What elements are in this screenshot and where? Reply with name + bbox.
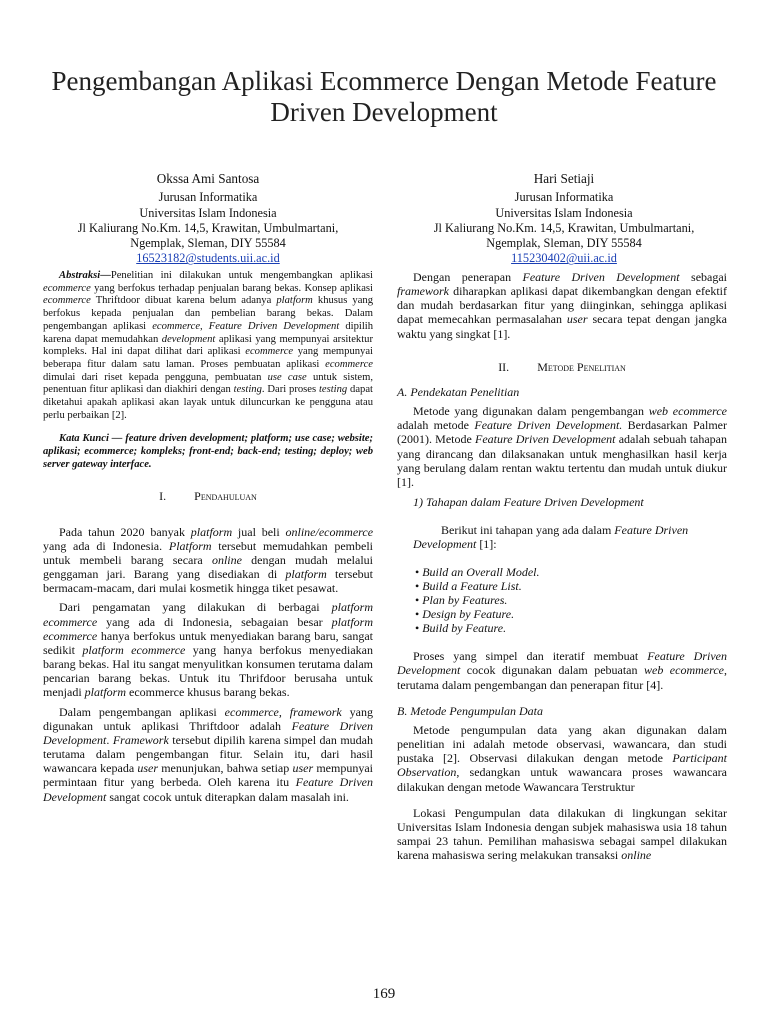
page-number: 169 xyxy=(372,986,396,1002)
section-heading: I. Pendahuluan xyxy=(159,488,257,503)
list-item: • Build an Overall Model. xyxy=(415,565,727,579)
body-paragraph: Berikut ini tahapan yang ada dalam Feature Driven Development [1]: xyxy=(413,523,689,552)
list-item: • Build a Feature List. xyxy=(415,579,727,593)
body-paragraph: Lokasi Pengumpulan data dilakukan di lingkungan sekitar Universitas Islam Indonesia dengan subjek mahasiswa usia 18 tahun sampai 23 tahun. Pemilihan mahasiswa sebagai sampel dilakukan karena mahasiswa sering melakukan transaksi online xyxy=(397,805,727,863)
steps-list xyxy=(397,565,727,636)
section-heading: II. Metode Penelitian xyxy=(498,359,626,374)
right-column xyxy=(397,270,727,862)
body-paragraph: Dalam pengembangan aplikasi ecommerce, framework yang digunakan untuk aplikasi Thriftdoor adalah Feature Driven Development. Framework tersebut dipilih karena simpel dan mudah terutama dalam pengembangan fitur. Selain itu, dari hasil wawancara kepada user menunjukan, bahwa setiap user mempunyai permintaan fitur yang berbeda. Oleh karena itu Feature Driven Development sangat cocok untuk diterapkan dalam masalah ini. xyxy=(43,704,374,804)
author-university: Universitas Islam Indonesia xyxy=(495,205,633,220)
body-paragraph: Metode yang digunakan dalam pengembangan web ecommerce adalah metode Feature Driven Development. Berdasarkan Palmer (2001). Metode Feature Driven Development adalah sebuah tahapan yang dirancang dan dilaksanakan untuk menghasilkan hasil kerja yang berulang dalam rentan waktu tertentu dan mudah untuk diukur [1]. xyxy=(397,404,728,489)
author-email-link[interactable]: 16523182@students.uii.ac.id xyxy=(136,251,280,266)
author-address: Ngemplak, Sleman, DIY 55584 xyxy=(486,236,642,251)
author-block-1 xyxy=(58,171,358,267)
author-address: Ngemplak, Sleman, DIY 55584 xyxy=(130,236,286,251)
author-block-2 xyxy=(414,171,714,267)
subsection-heading: B. Metode Pengumpulan Data xyxy=(397,703,543,718)
subsection-heading: A. Pendekatan Penelitian xyxy=(397,384,520,399)
body-paragraph: Proses yang simpel dan iteratif membuat Feature Driven Development cocok digunakan dalam pebuatan web ecommerce, terutama dalam pengembangan dan penerapan fitur [4]. xyxy=(397,649,727,692)
body-paragraph: Dari pengamatan yang dilakukan di berbagai platform ecommerce yang ada di Indonesia, sebagaian besar platform ecommerce hanya berfokus untuk menyediakan barang baru, sangat sedikit platform ecommerce yang hanya berfokus menyediakan barang bekas. Hal itu sangat menyulitkan konsumen terutama dalam pencarian barang bekas. Untuk itu Thrifdoor berusaha untuk menjadi platform ecommerce khusus barang bekas. xyxy=(43,600,373,700)
author-address: Jl Kaliurang No.Km. 14,5, Krawitan, Umbulmartani, xyxy=(77,220,339,235)
left-column xyxy=(43,270,373,804)
author-email-link[interactable]: 115230402@uii.ac.id xyxy=(511,251,617,266)
paper-title: Pengembangan Aplikasi Ecommerce Dengan Metode Feature Driven Development xyxy=(51,66,717,127)
abstract: Abstraksi—Penelitian ini dilakukan untuk mengembangkan aplikasi ecommerce yang berfokus terhadap penjualan barang bekas. Konsep aplikasi ecommerce Thriftdoor dibuat karena belum adanya platform khusus yang berfokus kepada penjualan dan pembelian barang bekas. Dalam pengembangan aplikasi ecommerce, Feature Driven Development dipilih karena dapat memudahkan development aplikasi yang mempunyai arsitektur kompleks. Hal ini dapat dilihat dari aplikasi ecommerce yang mempunyai beberapa fitur dalam satu laman. Proses pembuatan aplikasi ecommerce dimulai dari riset kepada pengguna, pembuatan use case untuk sistem, penentuan fitur aplikasi dan diakhiri dengan testing. Dari proses testing dapat diketahui apakah aplikasi akan layak untuk diluncurkan ke pengguna atau perlu perbaikan [2]. xyxy=(43,270,374,421)
author-dept: Jurusan Informatika xyxy=(158,190,258,205)
subsubsection-heading: 1) Tahapan dalam Feature Driven Development xyxy=(413,495,644,510)
author-dept: Jurusan Informatika xyxy=(514,190,614,205)
author-name: Hari Setiaji xyxy=(533,171,595,186)
body-paragraph: Pada tahun 2020 banyak platform jual beli online/ecommerce yang ada di Indonesia. Platform tersebut memudahkan pembeli untuk membeli barang secara online dengan mudah melalui genggaman jari. Barang yang disediakan di platform tersebut bermacam-macam, dari mulai kosmetik hingga tiket pesawat. xyxy=(43,524,374,596)
author-address: Jl Kaliurang No.Km. 14,5, Krawitan, Umbulmartani, xyxy=(433,220,695,235)
body-paragraph: Metode pengumpulan data yang akan digunakan dalam penelitian ini adalah metode observasi, wawancara, dan studi pustaka [2]. Observasi dilakukan dengan metode Participant Observation, sedangkan untuk wawancara proses wawancara dilakukan dengan metode Wawancara Terstruktur xyxy=(397,722,727,794)
author-university: Universitas Islam Indonesia xyxy=(139,205,277,220)
list-item: • Plan by Features. xyxy=(415,593,727,607)
author-name: Okssa Ami Santosa xyxy=(156,171,260,186)
body-paragraph: Dengan penerapan Feature Driven Development sebagai framework diharapkan aplikasi dapat dikembangkan dengan efektif dan mudah berdasarkan fitur yang diinginkan, sehingga aplikasi dapat memecahkan permasalahan user secara tepat dengan jangka waktu yang singkat [1]. xyxy=(397,270,728,341)
keywords: Kata Kunci — feature driven development; platform; use case; website; aplikasi; ecommerce; kompleks; front-end; back-end; testing; deploy; web server gateway interface. xyxy=(43,433,373,470)
list-item: • Build by Feature. xyxy=(415,621,727,635)
list-item: • Design by Feature. xyxy=(415,607,727,621)
